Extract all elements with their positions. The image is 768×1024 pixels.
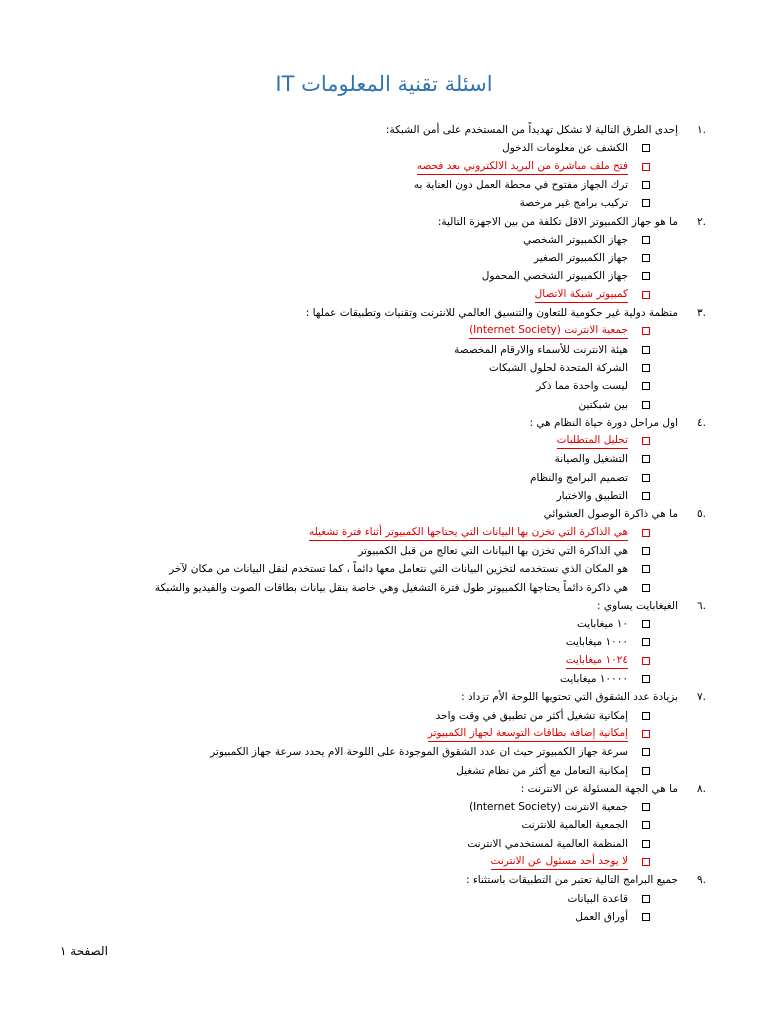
answer-option[interactable] — [0, 798, 768, 816]
option-text: جهاز الكمبيوتر الشخصي — [523, 233, 628, 246]
checkbox-icon[interactable] — [642, 163, 650, 171]
checkbox-icon[interactable] — [642, 254, 650, 262]
checkbox-icon[interactable] — [642, 675, 650, 683]
question-number: ٧. — [697, 691, 706, 704]
option-text: هو المكان الذي نستخدمه لتخزين البيانات التي نتعامل معها دائماً ، كما تستخدم لنقل البيانات من مكان لآخر — [169, 563, 628, 576]
checkbox-icon[interactable] — [642, 455, 650, 463]
question-item — [68, 505, 768, 523]
checkbox-icon[interactable] — [642, 584, 650, 592]
option-text: هيئة الانترنت للأسماء والارقام المخصصة — [454, 343, 628, 356]
checkbox-icon[interactable] — [642, 821, 650, 829]
option-text: لا يوجد أحد مسئول عن الانترنت — [491, 853, 628, 870]
option-text: ترك الجهاز مفتوح في محطة العمل دون العناية به — [413, 178, 628, 191]
question-item — [68, 688, 768, 706]
checkbox-icon[interactable] — [642, 492, 650, 500]
answer-option[interactable] — [0, 377, 768, 395]
question-text: منظمة دولية غير حكومية للتعاون والتنسيق العالمي للانترنت وتقنيات وتطبيقات عملها : — [305, 307, 678, 319]
answer-option[interactable] — [0, 615, 768, 633]
checkbox-icon[interactable] — [642, 657, 650, 665]
answer-option[interactable] — [0, 835, 768, 853]
checkbox-icon[interactable] — [642, 382, 650, 390]
question-item — [68, 597, 768, 615]
question-number: ١. — [697, 124, 706, 136]
page-title: اسئلة تقنية المعلومات IT — [275, 72, 493, 96]
option-text: جمعية الانترنت (Internet Society) — [469, 801, 628, 814]
correct-answer-option[interactable] — [0, 322, 768, 340]
option-text: جمعية الانترنت (Internet Society) — [469, 322, 628, 339]
option-text: بين شبكتين — [578, 398, 628, 411]
answer-option[interactable] — [0, 908, 768, 926]
question-item — [68, 121, 768, 139]
checkbox-icon[interactable] — [642, 547, 650, 555]
answer-option[interactable] — [0, 231, 768, 249]
question-number: ٦. — [697, 599, 706, 612]
answer-option[interactable] — [0, 469, 768, 487]
checkbox-icon[interactable] — [642, 437, 650, 445]
answer-option[interactable] — [0, 359, 768, 377]
correct-answer-option[interactable] — [0, 432, 768, 450]
option-text: الجمعية العالمية للانترنت — [521, 819, 628, 832]
checkbox-icon[interactable] — [642, 803, 650, 811]
checkbox-icon[interactable] — [642, 181, 650, 189]
answer-option[interactable] — [0, 816, 768, 834]
option-text: ليست واحدة مما ذكر — [536, 380, 628, 393]
option-text: ١٠٢٤ ميغابايت — [566, 652, 628, 669]
answer-option[interactable] — [0, 579, 768, 597]
option-text: الشركة المتحدة لحلول الشبكات — [488, 361, 628, 374]
option-text: كمبيوتر شبكة الاتصال — [535, 286, 628, 303]
option-text: قاعدة البيانات — [567, 892, 628, 905]
answer-option[interactable] — [0, 487, 768, 505]
question-item — [68, 414, 768, 432]
checkbox-icon[interactable] — [642, 913, 650, 921]
option-text: هي ذاكرة دائماً يحتاجها الكمبيوتر طول فترة التشغيل وهي خاصة بنقل بيانات بطاقات الصوت والفيديو والشبكة — [154, 581, 628, 594]
checkbox-icon[interactable] — [642, 199, 650, 207]
option-text: جهاز الكمبيوتر الشخصي المحمول — [481, 270, 628, 283]
question-number: ٨. — [697, 782, 706, 795]
correct-answer-option[interactable] — [0, 524, 768, 542]
checkbox-icon[interactable] — [642, 144, 650, 152]
correct-answer-option[interactable] — [0, 286, 768, 304]
question-text: ما هو جهاز الكمبيوتر الاقل تكلفة من بين الاجهزة التالية: — [437, 215, 678, 228]
question-text: إحدى الطرق التالية لا تشكل تهديداً من المستخدم على أمن الشبكة: — [385, 124, 678, 136]
answer-option[interactable] — [0, 267, 768, 285]
answer-option[interactable] — [0, 450, 768, 468]
checkbox-icon[interactable] — [642, 840, 650, 848]
correct-answer-option[interactable] — [0, 158, 768, 176]
checkbox-icon[interactable] — [642, 401, 650, 409]
answer-option[interactable] — [0, 542, 768, 560]
option-text: إمكانية تشغيل أكثر من تطبيق في وقت واحد — [435, 709, 628, 722]
option-text: سرعة جهاز الكمبيوتر حيث ان عدد الشقوق الموجودة على اللوحة الام يحدد سرعة جهاز الكمبيوتر — [210, 746, 628, 759]
correct-answer-option[interactable] — [0, 853, 768, 871]
answer-option[interactable] — [0, 139, 768, 157]
checkbox-icon[interactable] — [642, 565, 650, 573]
checkbox-icon[interactable] — [642, 712, 650, 720]
checkbox-icon[interactable] — [642, 364, 650, 372]
answer-option[interactable] — [0, 743, 768, 761]
checkbox-icon[interactable] — [642, 474, 650, 482]
checkbox-icon[interactable] — [642, 748, 650, 756]
question-number: ٥. — [697, 508, 706, 521]
question-text: جميع البرامج التالية تعتبر من التطبيقات باستثناء : — [465, 874, 678, 887]
checkbox-icon[interactable] — [642, 767, 650, 775]
option-text: ١٠ ميغابايت — [576, 618, 628, 631]
option-text: تحليل المتطلبات — [557, 432, 628, 449]
question-number: ٣. — [697, 307, 706, 319]
answer-option[interactable] — [0, 633, 768, 651]
question-item — [68, 871, 768, 889]
option-text: هي الذاكرة التي تخزن بها البيانات التي يحتاجها الكمبيوتر أثناء فترة تشغيله — [309, 524, 628, 541]
question-number: ٤. — [697, 416, 706, 429]
option-text: أوراق العمل — [575, 910, 628, 923]
question-text: بزيادة عدد الشقوق التي تحتويها اللوحة الأم تزداد : — [461, 691, 678, 704]
checkbox-icon[interactable] — [642, 272, 650, 280]
question-item — [68, 780, 768, 798]
option-text: تركيب برامج غير مرخصة — [519, 197, 628, 210]
answer-option[interactable] — [0, 396, 768, 414]
question-text: الغيغابايت يساوي : — [597, 599, 678, 612]
correct-answer-option[interactable] — [0, 725, 768, 743]
answer-option[interactable] — [0, 762, 768, 780]
question-number: ٩. — [697, 874, 706, 887]
checkbox-icon[interactable] — [642, 638, 650, 646]
option-text: التطبيق والاختبار — [556, 490, 628, 502]
answer-option[interactable] — [0, 249, 768, 267]
checkbox-icon[interactable] — [642, 895, 650, 903]
checkbox-icon[interactable] — [642, 858, 650, 866]
checkbox-icon[interactable] — [642, 236, 650, 244]
checkbox-icon[interactable] — [642, 730, 650, 738]
answer-option[interactable] — [0, 176, 768, 194]
option-text: هي الذاكرة التي تخزن بها البيانات التي تعالج من قبل الكمبيوتر — [358, 544, 628, 557]
option-text: إمكانية إضافة بطاقات التوسعة لجهاز الكمبيوتر — [428, 725, 628, 742]
checkbox-icon[interactable] — [642, 346, 650, 354]
option-text: جهاز الكمبيوتر الصغير — [534, 252, 628, 265]
question-number: ٢. — [697, 215, 706, 228]
option-text: المنظمة العالمية لمستخدمي الانترنت — [467, 837, 628, 850]
checkbox-icon[interactable] — [642, 620, 650, 628]
question-item — [68, 213, 768, 231]
option-text: إمكانية التعامل مع أكثر من نظام تشغيل — [456, 764, 628, 777]
option-text: ١٠٠٠٠ ميغابايت — [560, 673, 628, 685]
answer-option[interactable] — [0, 670, 768, 688]
correct-answer-option[interactable] — [0, 652, 768, 670]
answer-option[interactable] — [0, 194, 768, 212]
checkbox-icon[interactable] — [642, 291, 650, 299]
page-footer: الصفحة ١ — [60, 944, 108, 958]
option-text: التشغيل والصيانة — [554, 453, 628, 466]
answer-option[interactable] — [0, 707, 768, 725]
answer-option[interactable] — [0, 341, 768, 359]
option-text: تصميم البرامج والنظام — [530, 471, 628, 484]
question-item — [68, 304, 768, 322]
answer-option[interactable] — [0, 890, 768, 908]
option-text: فتح ملف مباشرة من البريد الالكتروني بعد فحصه — [417, 158, 628, 175]
option-text: الكشف عن معلومات الدخول — [502, 142, 628, 155]
answer-option[interactable] — [0, 560, 768, 578]
checkbox-icon[interactable] — [642, 327, 650, 335]
question-text: ما هي الجهة المسئولة عن الانترنت : — [520, 782, 678, 795]
question-text: اول مراحل دورة حياة النظام هي : — [529, 416, 678, 429]
question-text: ما هي ذاكرة الوصول العشوائي — [543, 508, 678, 521]
checkbox-icon[interactable] — [642, 529, 650, 537]
option-text: ١٠٠٠ ميغابايت — [565, 636, 628, 649]
